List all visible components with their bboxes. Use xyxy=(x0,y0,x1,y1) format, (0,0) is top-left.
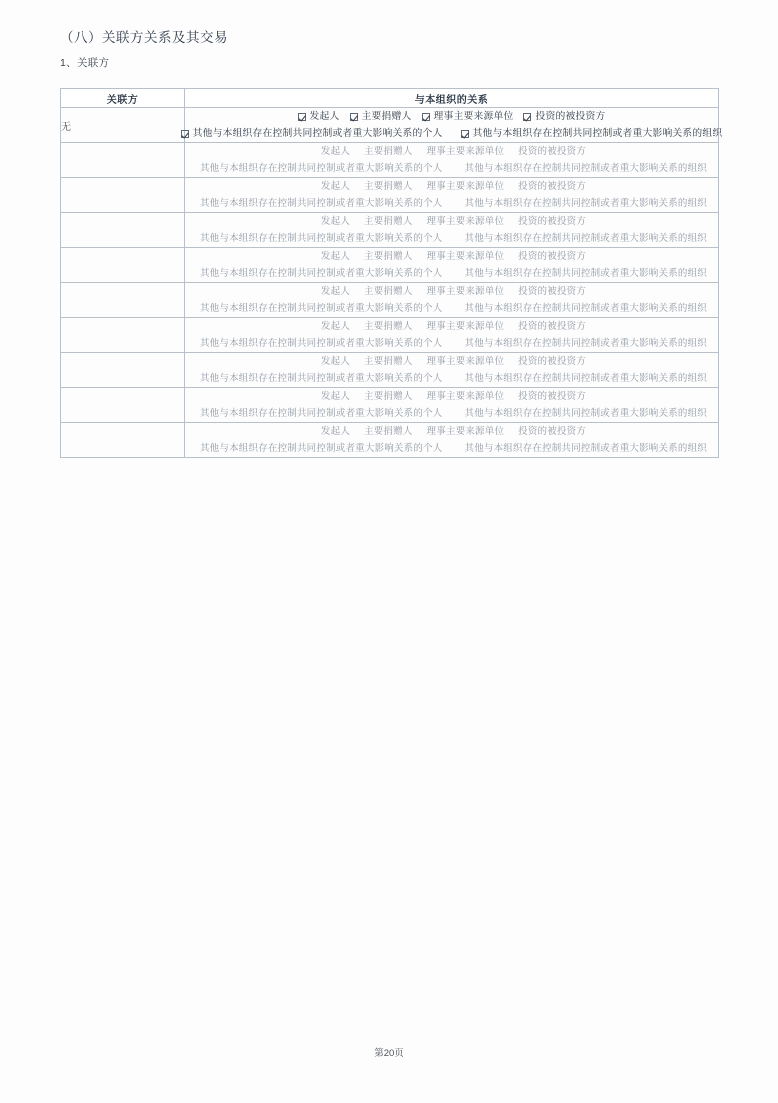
relation-option[interactable] xyxy=(514,143,586,160)
related-party-table-wrapper xyxy=(60,88,723,458)
related-party-table xyxy=(60,88,723,458)
relation-option-label: 理事主要来源单位 xyxy=(426,391,505,402)
relation-option[interactable] xyxy=(423,248,505,265)
relation-option[interactable] xyxy=(196,370,443,387)
cell-relation xyxy=(185,248,719,283)
relation-option-row xyxy=(185,335,718,352)
relation-option[interactable] xyxy=(514,353,586,370)
relation-option-label: 理事主要来源单位 xyxy=(433,111,514,122)
relation-option-row xyxy=(185,248,718,265)
relation-option-row xyxy=(185,108,718,125)
relation-option-row xyxy=(185,388,718,405)
checkbox-icon[interactable] xyxy=(461,130,469,138)
relation-option-label: 其他与本组织存在控制共同控制或者重大影响关系的组织 xyxy=(464,198,708,209)
relation-option[interactable] xyxy=(196,230,443,247)
cell-relation xyxy=(185,143,719,178)
table-row xyxy=(61,423,719,458)
relation-option-label: 发起人 xyxy=(309,111,340,122)
relation-option[interactable] xyxy=(423,143,505,160)
page-footer: 第20页 xyxy=(374,1048,404,1059)
relation-option[interactable] xyxy=(514,318,586,335)
relation-option[interactable] xyxy=(514,423,586,440)
relation-option[interactable] xyxy=(196,265,443,282)
relation-option[interactable] xyxy=(181,125,443,142)
relation-option[interactable] xyxy=(360,248,413,265)
relation-option-row xyxy=(185,353,718,370)
relation-option[interactable] xyxy=(514,248,586,265)
column-header-relation: 与本组织的关系 xyxy=(185,89,719,108)
cell-party[interactable] xyxy=(61,248,185,283)
table-header-row xyxy=(61,89,719,108)
relation-option[interactable] xyxy=(317,318,350,335)
relation-option-label: 理事主要来源单位 xyxy=(426,321,505,332)
cell-relation xyxy=(185,283,719,318)
cell-party[interactable] xyxy=(61,178,185,213)
relation-option-label: 投资的被投资方 xyxy=(518,181,587,192)
relation-option[interactable] xyxy=(461,195,708,212)
checkbox-icon[interactable] xyxy=(523,113,531,121)
relation-option-label: 发起人 xyxy=(320,321,351,332)
relation-option-label: 其他与本组织存在控制共同控制或者重大影响关系的个人 xyxy=(199,408,443,419)
relation-option[interactable] xyxy=(514,178,586,195)
relation-option-label: 其他与本组织存在控制共同控制或者重大影响关系的个人 xyxy=(199,198,443,209)
relation-option-label: 发起人 xyxy=(320,181,351,192)
relation-option[interactable] xyxy=(423,388,505,405)
table-body xyxy=(61,108,723,458)
relation-option-label: 发起人 xyxy=(320,426,351,437)
relation-option[interactable] xyxy=(461,370,708,387)
cell-party[interactable] xyxy=(61,143,185,178)
cell-party[interactable] xyxy=(61,388,185,423)
relation-option-label: 发起人 xyxy=(320,251,351,262)
relation-option[interactable] xyxy=(360,388,413,405)
relation-option-label: 主要捐赠人 xyxy=(364,146,413,157)
relation-option-label: 其他与本组织存在控制共同控制或者重大影响关系的个人 xyxy=(199,163,443,174)
relation-option-row xyxy=(185,195,718,212)
relation-option[interactable] xyxy=(461,265,708,282)
cell-relation xyxy=(185,213,719,248)
relation-option-label: 发起人 xyxy=(320,146,351,157)
page-title: （八）关联方关系及其交易 xyxy=(60,30,228,45)
relation-option-label: 主要捐赠人 xyxy=(364,181,413,192)
relation-option-label: 其他与本组织存在控制共同控制或者重大影响关系的组织 xyxy=(464,373,708,384)
relation-option-label: 投资的被投资方 xyxy=(518,356,587,367)
relation-option-label: 主要捐赠人 xyxy=(361,111,412,122)
relation-option-label: 其他与本组织存在控制共同控制或者重大影响关系的个人 xyxy=(199,268,443,279)
table-row xyxy=(61,213,719,248)
relation-option-label: 其他与本组织存在控制共同控制或者重大影响关系的个人 xyxy=(199,338,443,349)
cell-relation xyxy=(185,178,719,213)
relation-option-row xyxy=(185,213,718,230)
relation-option[interactable] xyxy=(360,213,413,230)
relation-option[interactable] xyxy=(423,318,505,335)
relation-option-label: 其他与本组织存在控制共同控制或者重大影响关系的组织 xyxy=(464,338,708,349)
relation-option[interactable] xyxy=(350,108,412,125)
relation-option-label: 发起人 xyxy=(320,391,351,402)
relation-option[interactable] xyxy=(360,178,413,195)
relation-option-label: 其他与本组织存在控制共同控制或者重大影响关系的个人 xyxy=(199,233,443,244)
relation-option[interactable] xyxy=(360,283,413,300)
relation-option[interactable] xyxy=(196,405,443,422)
relation-option-row xyxy=(185,440,718,457)
cell-party[interactable] xyxy=(61,283,185,318)
checkbox-icon[interactable] xyxy=(181,130,189,138)
relation-option-row xyxy=(185,178,718,195)
cell-relation xyxy=(185,388,719,423)
relation-option[interactable] xyxy=(360,143,413,160)
relation-option-label: 理事主要来源单位 xyxy=(426,426,505,437)
relation-option-label: 主要捐赠人 xyxy=(364,321,413,332)
relation-option-row xyxy=(185,370,718,387)
relation-option-label: 投资的被投资方 xyxy=(535,111,606,122)
relation-option-label: 发起人 xyxy=(320,216,351,227)
relation-option-row xyxy=(185,283,718,300)
relation-option[interactable] xyxy=(360,353,413,370)
relation-option-label: 理事主要来源单位 xyxy=(426,181,505,192)
table-row xyxy=(61,318,719,353)
relation-option-label: 投资的被投资方 xyxy=(518,426,587,437)
relation-option-label: 投资的被投资方 xyxy=(518,321,587,332)
table-row xyxy=(61,178,719,213)
cell-party[interactable]: 无 xyxy=(61,108,185,143)
subsection-title: 1、关联方 xyxy=(60,57,110,69)
column-header-party: 关联方 xyxy=(61,89,185,108)
relation-option[interactable] xyxy=(514,388,586,405)
relation-option-label: 主要捐赠人 xyxy=(364,251,413,262)
cell-relation xyxy=(185,353,719,388)
table-row xyxy=(61,283,719,318)
relation-option[interactable] xyxy=(423,423,505,440)
table-row xyxy=(61,388,719,423)
relation-option[interactable] xyxy=(423,353,505,370)
relation-option[interactable] xyxy=(317,353,350,370)
relation-option[interactable] xyxy=(317,213,350,230)
relation-option-label: 投资的被投资方 xyxy=(518,286,587,297)
relation-option[interactable] xyxy=(317,143,350,160)
relation-option-row xyxy=(185,265,718,282)
table-row xyxy=(61,108,719,143)
relation-option[interactable] xyxy=(514,283,586,300)
relation-option[interactable] xyxy=(317,178,350,195)
relation-option[interactable] xyxy=(461,125,723,142)
relation-option-row xyxy=(185,405,718,422)
relation-option-label: 主要捐赠人 xyxy=(364,356,413,367)
relation-option-label: 其他与本组织存在控制共同控制或者重大影响关系的组织 xyxy=(464,268,708,279)
relation-option[interactable] xyxy=(423,178,505,195)
relation-option-label: 其他与本组织存在控制共同控制或者重大影响关系的组织 xyxy=(464,233,708,244)
cell-party[interactable] xyxy=(61,318,185,353)
relation-option-label: 理事主要来源单位 xyxy=(426,216,505,227)
relation-option-label: 理事主要来源单位 xyxy=(426,356,505,367)
relation-option[interactable] xyxy=(196,335,443,352)
relation-option[interactable] xyxy=(360,423,413,440)
checkbox-icon[interactable] xyxy=(298,113,306,121)
relation-option-label: 其他与本组织存在控制共同控制或者重大影响关系的个人 xyxy=(199,443,443,454)
relation-option[interactable] xyxy=(196,195,443,212)
cell-party[interactable] xyxy=(61,423,185,458)
relation-option-label: 投资的被投资方 xyxy=(518,251,587,262)
relation-option-row xyxy=(185,423,718,440)
relation-option[interactable] xyxy=(461,300,708,317)
relation-option[interactable] xyxy=(422,108,514,125)
relation-option-label: 其他与本组织存在控制共同控制或者重大影响关系的组织 xyxy=(464,408,708,419)
relation-option-label: 投资的被投资方 xyxy=(518,391,587,402)
relation-option[interactable] xyxy=(317,248,350,265)
relation-option[interactable] xyxy=(514,213,586,230)
relation-option[interactable] xyxy=(423,213,505,230)
relation-option-label: 其他与本组织存在控制共同控制或者重大影响关系的个人 xyxy=(199,373,443,384)
relation-option[interactable] xyxy=(317,283,350,300)
relation-option-label: 发起人 xyxy=(320,286,351,297)
relation-option[interactable] xyxy=(317,388,350,405)
relation-option-label: 理事主要来源单位 xyxy=(426,251,505,262)
table-row xyxy=(61,353,719,388)
cell-party[interactable] xyxy=(61,213,185,248)
relation-option[interactable] xyxy=(298,108,340,125)
checkbox-icon[interactable] xyxy=(422,113,430,121)
relation-option-label: 其他与本组织存在控制共同控制或者重大影响关系的个人 xyxy=(192,128,443,139)
relation-option-label: 其他与本组织存在控制共同控制或者重大影响关系的组织 xyxy=(472,128,723,139)
relation-option-label: 主要捐赠人 xyxy=(364,216,413,227)
relation-option[interactable] xyxy=(423,283,505,300)
relation-option[interactable] xyxy=(523,108,605,125)
relation-option-label: 主要捐赠人 xyxy=(364,391,413,402)
checkbox-icon[interactable] xyxy=(350,113,358,121)
relation-option-row xyxy=(185,300,718,317)
relation-option-label: 主要捐赠人 xyxy=(364,286,413,297)
table-header xyxy=(61,89,719,108)
relation-option-label: 发起人 xyxy=(320,356,351,367)
cell-relation xyxy=(185,423,719,458)
relation-option[interactable] xyxy=(461,230,708,247)
relation-option-row xyxy=(185,125,723,142)
table-row xyxy=(61,143,719,178)
relation-option-row xyxy=(185,318,718,335)
relation-option[interactable] xyxy=(461,160,708,177)
relation-option-label: 理事主要来源单位 xyxy=(426,146,505,157)
table-row xyxy=(61,248,719,283)
relation-option-label: 其他与本组织存在控制共同控制或者重大影响关系的组织 xyxy=(464,303,708,314)
relation-option[interactable] xyxy=(196,160,443,177)
relation-option-label: 投资的被投资方 xyxy=(518,216,587,227)
relation-option-row xyxy=(185,143,718,160)
relation-option-label: 其他与本组织存在控制共同控制或者重大影响关系的组织 xyxy=(464,443,708,454)
relation-option[interactable] xyxy=(461,405,708,422)
relation-option[interactable] xyxy=(196,440,443,457)
relation-option-label: 理事主要来源单位 xyxy=(426,286,505,297)
relation-option-row xyxy=(185,230,718,247)
cell-relation xyxy=(185,318,719,353)
relation-option[interactable] xyxy=(360,318,413,335)
relation-option-row xyxy=(185,160,718,177)
relation-option-label: 其他与本组织存在控制共同控制或者重大影响关系的组织 xyxy=(464,163,708,174)
relation-option-label: 投资的被投资方 xyxy=(518,146,587,157)
relation-option-label: 主要捐赠人 xyxy=(364,426,413,437)
relation-option[interactable] xyxy=(461,440,708,457)
cell-party[interactable] xyxy=(61,353,185,388)
relation-option[interactable] xyxy=(196,300,443,317)
relation-option[interactable] xyxy=(317,423,350,440)
cell-relation xyxy=(185,108,723,143)
relation-option-label: 其他与本组织存在控制共同控制或者重大影响关系的个人 xyxy=(199,303,443,314)
relation-option[interactable] xyxy=(461,335,708,352)
